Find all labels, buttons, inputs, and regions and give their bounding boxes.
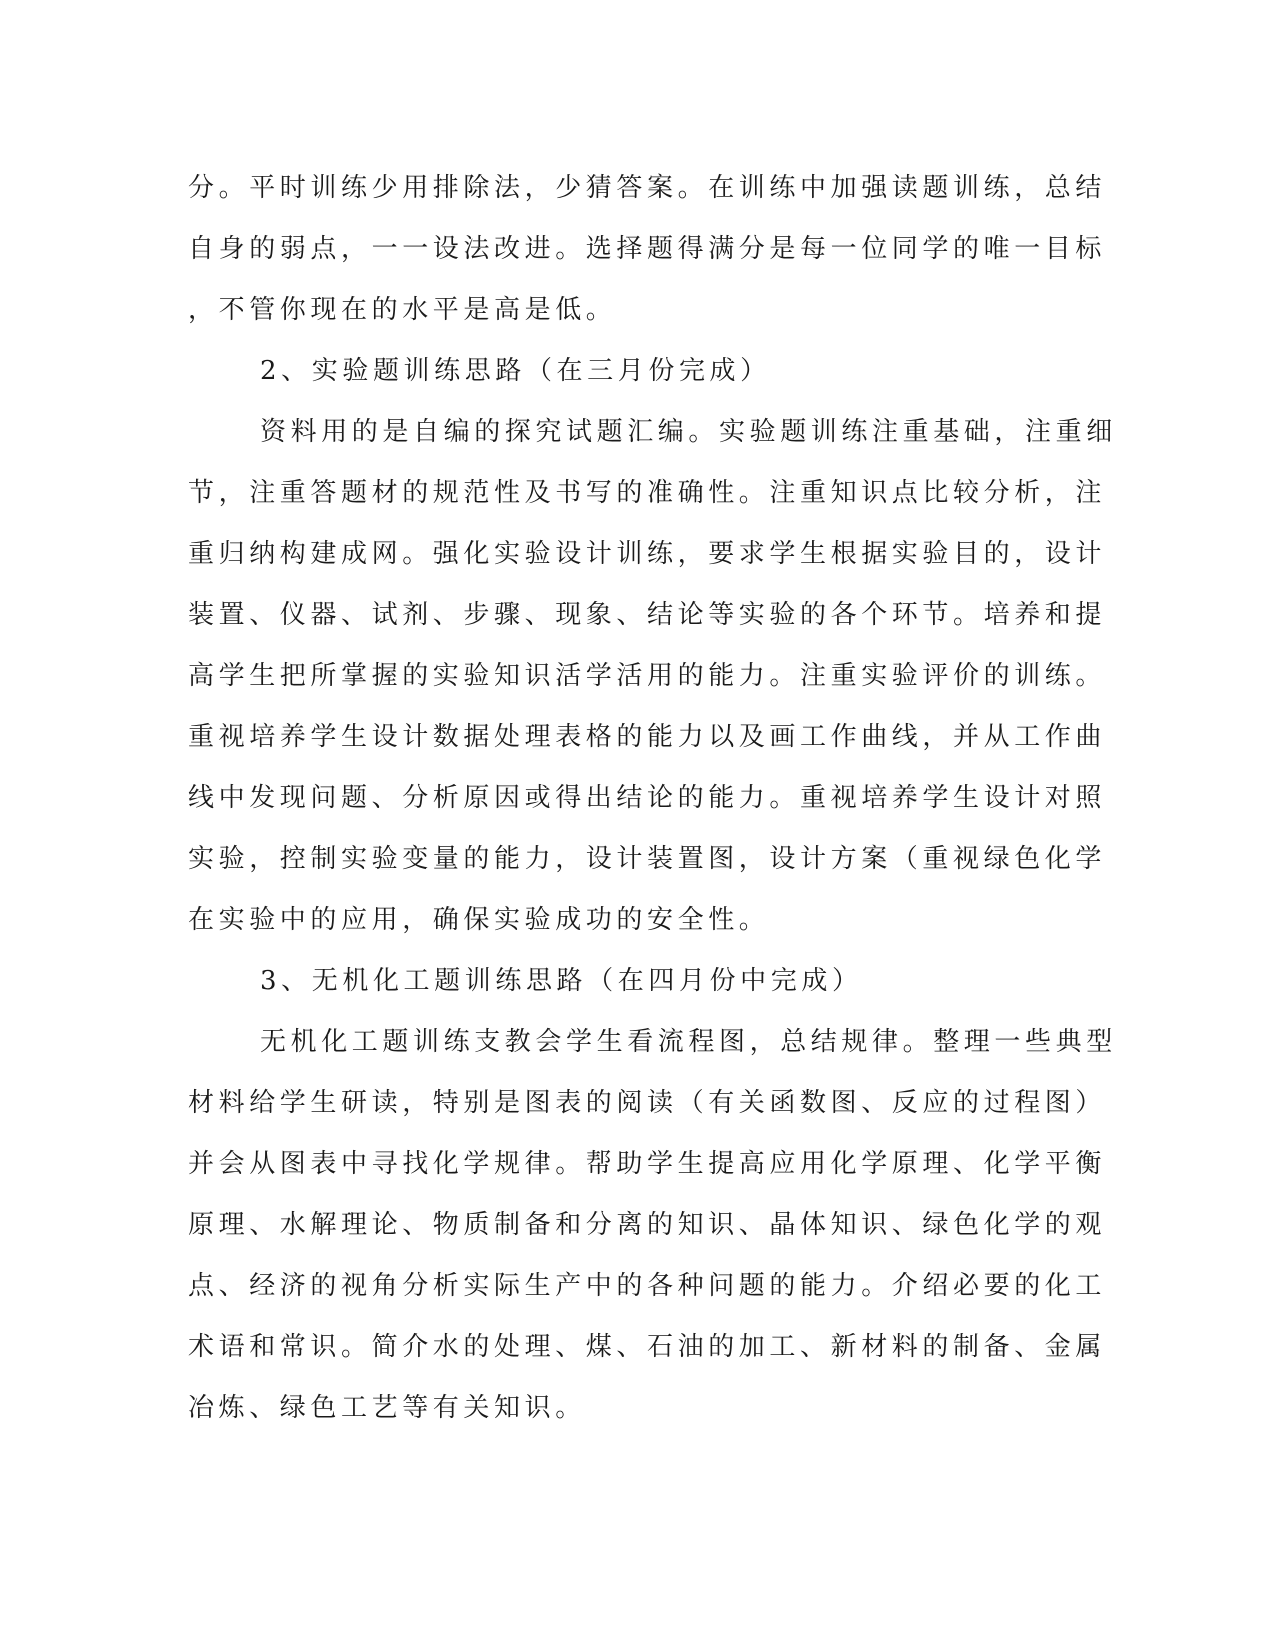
text-line: 原理、水解理论、物质制备和分离的知识、晶体知识、绿色化学的观 [188,1210,1107,1240]
text-line: 冶炼、绿色工艺等有关知识。 [188,1393,586,1423]
text-line: 点、经济的视角分析实际生产中的各种问题的能力。介绍必要的化工 [188,1271,1107,1301]
text-line: 术语和常识。简介水的处理、煤、石油的加工、新材料的制备、金属 [188,1332,1107,1362]
text-line: 实验，控制实验变量的能力，设计装置图，设计方案（重视绿色化学 [188,844,1107,874]
section-heading-2: 2、实验题训练思路（在三月份完成） [260,356,771,386]
text-line: ，不管你现在的水平是高是低。 [188,295,617,325]
section-heading-3: 3、无机化工题训练思路（在四月份中完成） [260,966,863,996]
text-line: 重视培养学生设计数据处理表格的能力以及画工作曲线，并从工作曲 [188,722,1107,752]
text-line: 线中发现问题、分析原因或得出结论的能力。重视培养学生设计对照 [188,783,1107,813]
text-line: 高学生把所掌握的实验知识活学活用的能力。注重实验评价的训练。 [188,661,1107,691]
text-line: 材料给学生研读，特别是图表的阅读（有关函数图、反应的过程图） [188,1088,1107,1118]
text-line: 分。平时训练少用排除法，少猜答案。在训练中加强读题训练，总结 [188,173,1107,203]
body-text [188,158,1117,1439]
text-line: 重归纳构建成网。强化实验设计训练，要求学生根据实验目的，设计 [188,539,1107,569]
text-line: 在实验中的应用，确保实验成功的安全性。 [188,905,770,935]
text-line: 并会从图表中寻找化学规律。帮助学生提高应用化学原理、化学平衡 [188,1149,1107,1179]
text-line: 节，注重答题材的规范性及书写的准确性。注重知识点比较分析，注 [188,478,1107,508]
text-line: 自身的弱点，一一设法改进。选择题得满分是每一位同学的唯一目标 [188,234,1107,264]
paragraph-first-line: 无机化工题训练支教会学生看流程图，总结规律。整理一些典型 [260,1027,1117,1057]
text-line: 装置、仪器、试剂、步骤、现象、结论等实验的各个环节。培养和提 [188,600,1107,630]
paragraph-first-line: 资料用的是自编的探究试题汇编。实验题训练注重基础，注重细 [260,417,1117,447]
